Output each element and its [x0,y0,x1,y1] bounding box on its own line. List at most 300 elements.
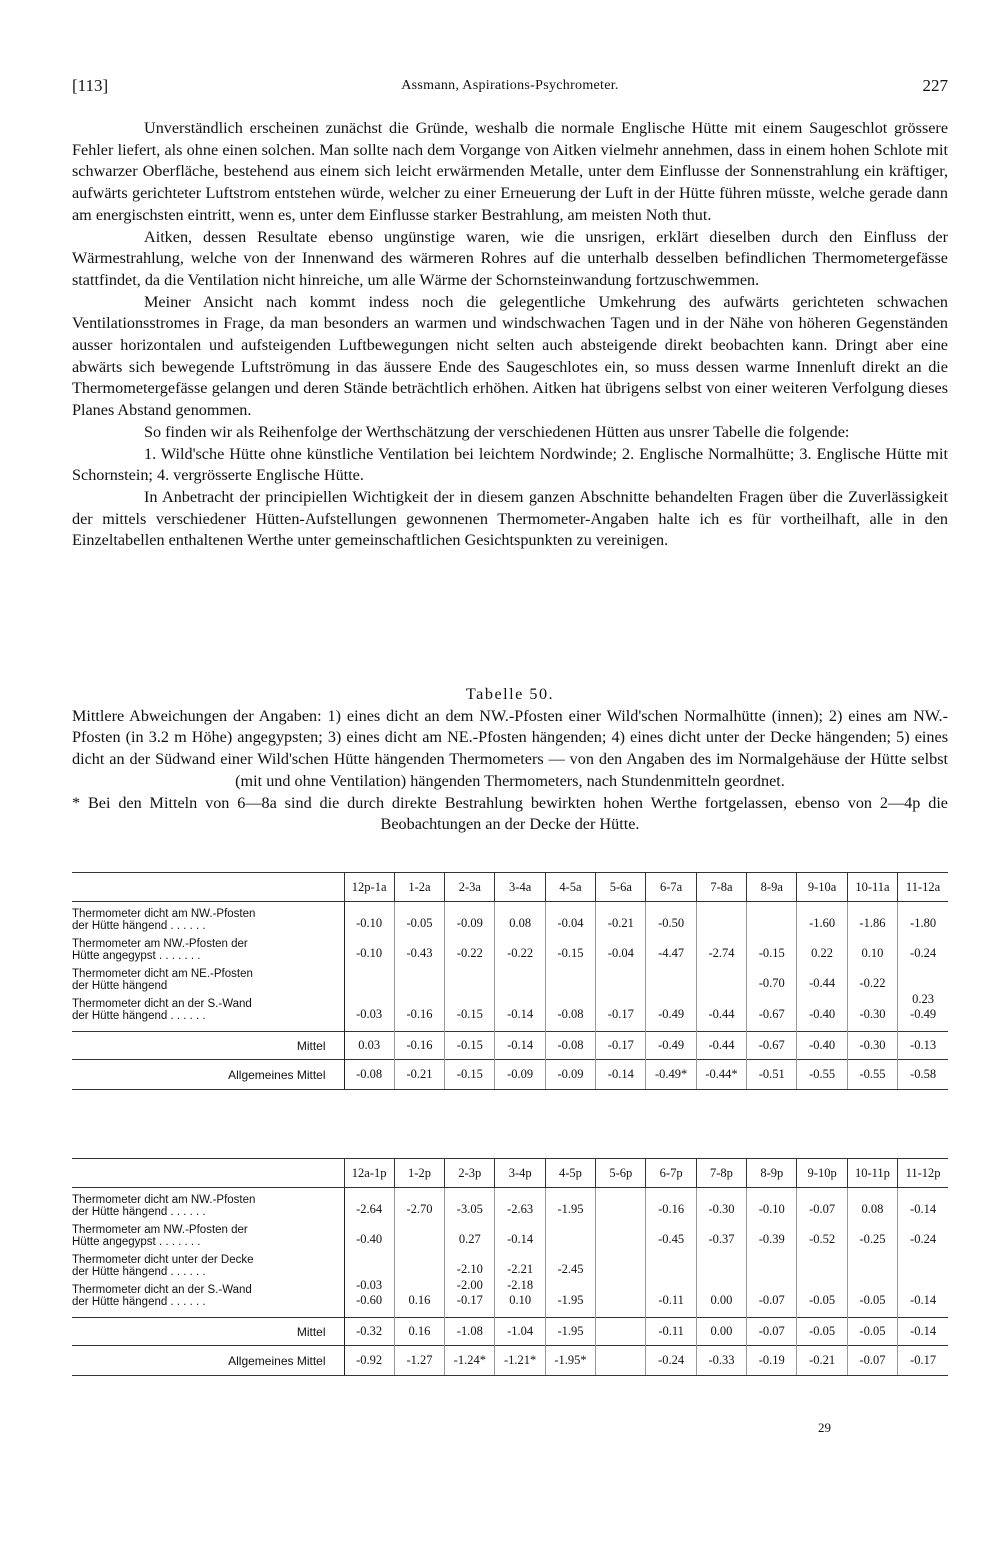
signature-mark: 29 [818,1420,831,1435]
cell-value: -0.10 [356,916,383,930]
cell-value: -2.74 [708,946,735,960]
cell-value: -0.07 [758,1293,785,1307]
table-cell: -0.05 [847,1318,897,1346]
table-row [72,902,948,933]
table-cell [847,1248,897,1278]
table-cell [696,932,746,962]
cell-value: -0.05 [809,1293,836,1307]
table-cell [797,1188,847,1219]
table-cell [596,1218,646,1248]
row-label-line: Thermometer am NW.-Pfosten der [72,938,248,950]
row-label [72,1188,344,1219]
table-cell: -1.27 [394,1346,444,1376]
table-title: Tabelle 50. [465,685,555,703]
column-header: 10-11p [847,1159,897,1188]
table-row [72,962,948,992]
allgemeines-mittel-row-label: Allgemeines Mittel [72,1346,344,1376]
cell-value: -0.05 [859,1293,886,1307]
column-header: 3-4a [495,873,545,902]
column-header: 9-10p [797,1159,847,1188]
cell-value: -0.08 [557,1007,584,1021]
table-cell [445,932,495,962]
table-cell: -0.09 [495,1060,545,1090]
cell-value: -0.43 [406,946,433,960]
cell-extra-value: 0.10 [509,1293,532,1307]
table-cell [545,1278,595,1309]
table-cell [445,962,495,992]
cell-value: -0.09 [456,916,483,930]
table-cell [646,932,696,962]
table-cell [394,932,444,962]
table-cell [596,992,646,1023]
table-cell: -0.08 [344,1060,394,1090]
cell-value: -0.14 [910,1293,937,1307]
cell-value: -0.21 [607,916,634,930]
mittel-row [72,1318,948,1346]
table-cell [747,1248,797,1278]
allgemeines-mittel-row-label: Allgemeines Mittel [72,1060,344,1090]
table-row [72,1248,948,1278]
cell-value: -0.49 [658,1007,685,1021]
row-label [72,992,344,1023]
table-cell: 0.00 [696,1318,746,1346]
table-cell [696,962,746,992]
cell-value: -0.15 [557,946,584,960]
table-cell [596,1188,646,1219]
table-cell: -1.24* [445,1346,495,1376]
cell-value: -0.05 [406,916,433,930]
column-header: 6-7p [646,1159,696,1188]
row-label-line: der Hütte hängend . . . . . . [72,920,206,932]
table-cell [847,1278,897,1309]
column-header: 4-5a [545,873,595,902]
row-label-line: der Hütte hängend . . . . . . [72,1266,206,1278]
table-cell [898,1278,948,1309]
table-cell [898,1218,948,1248]
cell-value: -0.03 [356,1278,383,1292]
table-cell: -0.55 [797,1060,847,1090]
table-cell [847,902,897,933]
cell-value: -0.44 [809,976,836,990]
table-cell [696,1188,746,1219]
row-label-line: der Hütte hängend . . . . . . [72,1206,206,1218]
table-cell [797,992,847,1023]
table-cell [596,932,646,962]
table-cell [898,932,948,962]
row-label-line: Hütte angegypst . . . . . . . [72,950,201,962]
table-cell: -1.95* [545,1346,595,1376]
cell-value: -0.14 [507,1007,534,1021]
table-cell: -0.14 [495,1032,545,1060]
table-am [72,872,948,1090]
table-cell [646,1248,696,1278]
table-cell [344,1248,394,1278]
table-cell [344,1218,394,1248]
table-cell: -1.08 [445,1318,495,1346]
cell-value: -0.22 [859,976,886,990]
table-cell [797,902,847,933]
table-cell [495,902,545,933]
cell-value: -2.00 [456,1278,483,1292]
table-cell: -0.58 [898,1060,948,1090]
table-cell: -0.16 [394,1032,444,1060]
table-cell [797,962,847,992]
table-cell [445,1278,495,1309]
table-cell [545,962,595,992]
row-label-line: Hütte angegypst . . . . . . . [72,1236,201,1248]
cell-value: -0.52 [809,1232,836,1246]
table-cell [344,1278,394,1309]
body-text [72,118,948,552]
table-cell [394,1188,444,1219]
cell-value: -2.64 [356,1202,383,1216]
cell-value: -4.47 [658,946,685,960]
column-header: 5-6p [596,1159,646,1188]
table-cell: -0.44 [696,1032,746,1060]
table-cell: -0.17 [898,1346,948,1376]
table-row [72,1278,948,1309]
table-cell [747,1218,797,1248]
table-cell [344,902,394,933]
row-label-line: der Hütte hängend . . . . . . [72,1010,206,1022]
table-cell: -0.40 [797,1032,847,1060]
table-cell: -0.17 [596,1032,646,1060]
row-label [72,902,344,933]
cell-value: 0.08 [861,1202,884,1216]
allgemeines-mittel-row [72,1060,948,1090]
table-cell: -0.15 [445,1032,495,1060]
table-cell: -0.09 [545,1060,595,1090]
header-label-cell [72,1159,344,1188]
cell-value: -2.18 [507,1278,534,1292]
column-header: 2-3a [445,873,495,902]
cell-value: -0.16 [658,1202,685,1216]
cell-value: -0.10 [758,1202,785,1216]
cell-value: 0.00 [710,1293,733,1307]
row-label-line: der Hütte hängend . . . . . . [72,1296,206,1308]
table-cell [596,1248,646,1278]
table-cell [596,1278,646,1309]
cell-value: -2.10 [456,1262,483,1276]
table-cell [847,1188,897,1219]
row-label-line: Thermometer am NW.-Pfosten der [72,1224,248,1236]
table-cell [495,962,545,992]
cell-value: -0.30 [708,1202,735,1216]
table-cell: -0.19 [747,1346,797,1376]
cell-extra-value: -0.17 [456,1293,483,1307]
cell-value: -0.25 [859,1232,886,1246]
row-label-line: der Hütte hängend [72,980,168,992]
cell-value: -0.10 [356,946,383,960]
row-label-line: Thermometer dicht am NE.-Pfosten [72,968,253,980]
table-cell [545,932,595,962]
table-cell [898,992,948,1023]
table-cell [495,1188,545,1219]
table-cell [344,962,394,992]
table-cell: -0.92 [344,1346,394,1376]
table-cell: -0.07 [847,1346,897,1376]
running-title: Assmann, Aspirations-Psychrometer. [401,78,619,93]
spacer-row [72,1023,948,1032]
table-cell [344,932,394,962]
table-row [72,932,948,962]
cell-value: -0.24 [910,946,937,960]
table-cell [495,932,545,962]
column-header: 1-2p [394,1159,444,1188]
row-label-line: Thermometer dicht unter der Decke [72,1254,254,1266]
table-row [72,1218,948,1248]
cell-value: -0.15 [758,946,785,960]
table-cell [596,962,646,992]
table-cell: -0.14 [596,1060,646,1090]
table-cell [344,1188,394,1219]
column-header: 11-12p [898,1159,948,1188]
table-cell: -0.15 [445,1060,495,1090]
table-cell [545,1188,595,1219]
table-pm [72,1158,948,1376]
cell-extra-value: -0.60 [356,1293,383,1307]
table-cell [495,1248,545,1278]
column-header: 5-6a [596,873,646,902]
table-cell [797,1218,847,1248]
table-cell: -1.95 [545,1318,595,1346]
table-cell [747,932,797,962]
table-cell [596,1346,646,1376]
cell-value: -1.86 [859,916,886,930]
table-cell [394,1218,444,1248]
table-cell: -0.13 [898,1032,948,1060]
table-cell: -0.49 [646,1032,696,1060]
row-label-line: Thermometer dicht am NW.-Pfosten [72,908,256,920]
table-cell [797,932,847,962]
table-cell [545,992,595,1023]
column-header: 6-7a [646,873,696,902]
cell-value: -0.16 [406,1007,433,1021]
table-cell [847,932,897,962]
cell-value: -0.14 [910,1202,937,1216]
paragraph: Aitken, dessen Resultate ebenso ungünstige waren, wie die unsrigen, erklärt dieselben durch den Einfluss der Wärmestrahlung, welche von der Innenwand des wärmeren Rohres auf die unterhalb desselben befindlichen Thermometergefässe stattfindet, da die Ventilation nicht hinreiche, um alle Wärme der Schornsteinwandung fortzuschwemmen. [72,227,948,289]
cell-value: -1.95 [557,1293,584,1307]
table-cell [596,1318,646,1346]
column-header: 10-11a [847,873,897,902]
table-cell [646,962,696,992]
cell-value: 0.10 [861,946,884,960]
table-cell: -1.21* [495,1346,545,1376]
cell-value: -0.45 [658,1232,685,1246]
table-cell [747,962,797,992]
table-cell: -0.51 [747,1060,797,1090]
column-header: 3-4p [495,1159,545,1188]
table-row [72,1188,948,1219]
ranking-list: 1. Wild'sche Hütte ohne künstliche Ventilation bei leichtem Nordwinde; 2. Englische Normalhütte; 3. Englische Hütte mit Schornstein; 4. vergrösserte Englische Hütte. [72,444,948,485]
table-cell [696,1248,746,1278]
cell-value: -1.80 [910,916,937,930]
cell-value: -0.40 [809,1007,836,1021]
table-cell [445,902,495,933]
column-header: 8-9a [747,873,797,902]
table-cell [747,902,797,933]
row-label [72,1218,344,1248]
cell-value: -0.07 [809,1202,836,1216]
cell-value: -0.24 [910,1232,937,1246]
column-header: 7-8p [696,1159,746,1188]
cell-value: -1.60 [809,916,836,930]
mittel-row [72,1032,948,1060]
allgemeines-mittel-row [72,1346,948,1376]
cell-value: -0.17 [607,1007,634,1021]
page-header [72,76,948,100]
table-cell [545,902,595,933]
table-cell [797,1278,847,1309]
table-cell [696,902,746,933]
table-cell [847,992,897,1023]
cell-value: 0.27 [458,1232,481,1246]
table-cell [445,1188,495,1219]
table-cell: -0.30 [847,1032,897,1060]
column-header: 12p-1a [344,873,394,902]
table-cell [394,992,444,1023]
table-cell: -0.49* [646,1060,696,1090]
cell-value: -0.14 [507,1232,534,1246]
table-cell: -0.32 [344,1318,394,1346]
table-cell [797,1248,847,1278]
row-label-line: Thermometer dicht am NW.-Pfosten [72,1194,256,1206]
table-cell: -0.21 [797,1346,847,1376]
cell-value: -0.15 [456,1007,483,1021]
row-label [72,962,344,992]
header-label-cell [72,873,344,902]
cell-value: -2.63 [507,1202,534,1216]
table-cell [545,1248,595,1278]
table-cell: -0.33 [696,1346,746,1376]
row-label-line: Thermometer dicht an der S.-Wand [72,998,252,1010]
table-cell: -0.67 [747,1032,797,1060]
table-cell: -1.04 [495,1318,545,1346]
table-row [72,992,948,1023]
table-description: Mittlere Abweichungen der Angaben: 1) eines dicht an dem NW.-Pfosten einer Wild'schen Normalhütte (innen); 2) eines am NW.-Pfosten (in 3.2 m Höhe) angegypsten; 3) eines dicht am NE.-Pfosten hängenden; 4) eines dicht unter der Decke hängenden; 5) eines dicht an der Südwand einer Wild'schen Hütte hängenden Thermometers — von den Angaben des im Normalgehäuse der Hütte selbst (mit und ohne Ventilation) hängenden Thermometers, nach Stundenmitteln geordnet. [72,706,948,790]
cell-value: -1.95 [557,1202,584,1216]
table-cell: -0.14 [898,1318,948,1346]
table-cell: 0.16 [394,1318,444,1346]
paragraph: Unverständlich erscheinen zunächst die Gründe, weshalb die normale Englische Hütte mit einem Saugeschlot grössere Fehler liefert, als ohne einen solchen. Man sollte nach dem Vorgange von Aitken vielmehr annehmen, dass in einem hohen Schlote mit schwarzer Oberfläche, bestehend aus einem sich leicht erwärmenden Metalle, unter dem Einflusse der Sonnenstrahlung ein kräftiger, aufwärts gerichteter Luftstrom entstehen würde, welcher zu einer Erneuerung der Luft in der Hütte führen müsste, welche gerade dann am energischsten eintritt, wenn es, unter dem Einflusse starker Bestrahlung, am meisten Noth thut. [72,119,948,224]
cell-value: -0.04 [557,916,584,930]
table-cell: -0.08 [545,1032,595,1060]
cell-value: -0.39 [758,1232,785,1246]
table-cell [696,1218,746,1248]
column-header: 4-5p [545,1159,595,1188]
page-number: 227 [922,76,948,95]
table-cell [394,902,444,933]
section-number: [113] [72,76,109,95]
table-cell [394,962,444,992]
cell-value: -0.22 [456,946,483,960]
table-cell [545,1218,595,1248]
cell-value: -2.45 [557,1262,584,1276]
row-label [72,932,344,962]
table-cell [445,1248,495,1278]
table-cell: 0.03 [344,1032,394,1060]
table-cell [747,992,797,1023]
column-header: 1-2a [394,873,444,902]
table-cell [747,1278,797,1309]
table-cell [646,902,696,933]
paragraph: Meiner Ansicht nach kommt indess noch die gelegentliche Umkehrung des aufwärts gerichteten schwachen Ventilationsstromes in Frage, da man besonders an warmen und windschwachen Tagen und in der Nähe von höheren Gegenständen ausser horizontalen und aufsteigenden Luftbewegungen nicht selten auch absteigende direkt beobachten kann. Dringt aber eine abwärts sich bewegende Luftströmung in das äussere Ende des Saugeschlotes ein, so muss dessen warme Innenluft direkt an die Thermometergefässe gelangen und deren Stände beträchtlich erhöhen. Aitken hat übrigens selbst von einer weiteren Verfolgung dieses Planes Abstand genommen. [72,292,948,420]
cell-value: -0.37 [708,1232,735,1246]
column-header: 2-3p [445,1159,495,1188]
row-label [72,1248,344,1278]
row-label [72,1278,344,1309]
cell-value: -0.70 [758,976,785,990]
cell-value: 0.16 [408,1293,431,1307]
table-cell: -0.24 [646,1346,696,1376]
table-cell [898,1188,948,1219]
cell-value: -2.21 [507,1262,534,1276]
table-cell [696,1278,746,1309]
table-cell [394,1278,444,1309]
paragraph: In Anbetracht der principiellen Wichtigkeit der in diesem ganzen Abschnitte behandelten Fragen über die Zuverlässigkeit der mittels verschiedener Hütten-Aufstellungen gewonnenen Thermometer-Angaben halte ich es für vortheilhaft, alle in den Einzeltabellen enthaltenen Werthe unter gemeinschaftlichen Gesichtspunkten zu vereinigen. [72,487,948,550]
paragraph: So finden wir als Reihenfolge der Werthschätzung der verschiedenen Hütten aus unsrer Tabelle die folgende: [144,422,850,441]
cell-value: -2.70 [406,1202,433,1216]
table-cell [898,902,948,933]
table-cell: -0.55 [847,1060,897,1090]
table-cell [898,962,948,992]
table-cell [646,992,696,1023]
table-cell [646,1218,696,1248]
column-header: 9-10a [797,873,847,902]
table-cell [445,992,495,1023]
cell-value: -0.30 [859,1007,886,1021]
table-cell: -0.21 [394,1060,444,1090]
row-label-line: Thermometer dicht an der S.-Wand [72,1284,252,1296]
mittel-row-label: Mittel [72,1032,344,1060]
table-cell [344,992,394,1023]
cell-value: -0.67 [758,1007,785,1021]
table-cell [646,1188,696,1219]
column-header: 11-12a [898,873,948,902]
cell-value: -0.03 [356,1007,383,1021]
table-cell: -0.44* [696,1060,746,1090]
table-cell [495,1278,545,1309]
table-cell [596,902,646,933]
cell-value: -0.11 [658,1293,684,1307]
cell-extra-value: -0.49 [910,1007,937,1021]
table-cell [696,992,746,1023]
cell-value: 0.22 [811,946,834,960]
column-header: 7-8a [696,873,746,902]
mittel-row-label: Mittel [72,1318,344,1346]
cell-value: -0.40 [356,1232,383,1246]
table-cell [847,1218,897,1248]
cell-value: -0.22 [507,946,534,960]
table-cell: -0.07 [747,1318,797,1346]
column-header: 8-9p [747,1159,797,1188]
table-cell [445,1218,495,1248]
table-cell [394,1248,444,1278]
table-cell [495,1218,545,1248]
table-cell [847,962,897,992]
column-header: 12a-1p [344,1159,394,1188]
cell-value: 0.23 [912,992,934,1006]
table-cell [898,1248,948,1278]
cell-value: 0.08 [509,916,532,930]
table-cell [747,1188,797,1219]
table-cell [495,992,545,1023]
table-cell: -0.11 [646,1318,696,1346]
table-cell: -0.05 [797,1318,847,1346]
table-caption [72,684,948,836]
spacer-row [72,1309,948,1318]
cell-value: -0.50 [658,916,685,930]
